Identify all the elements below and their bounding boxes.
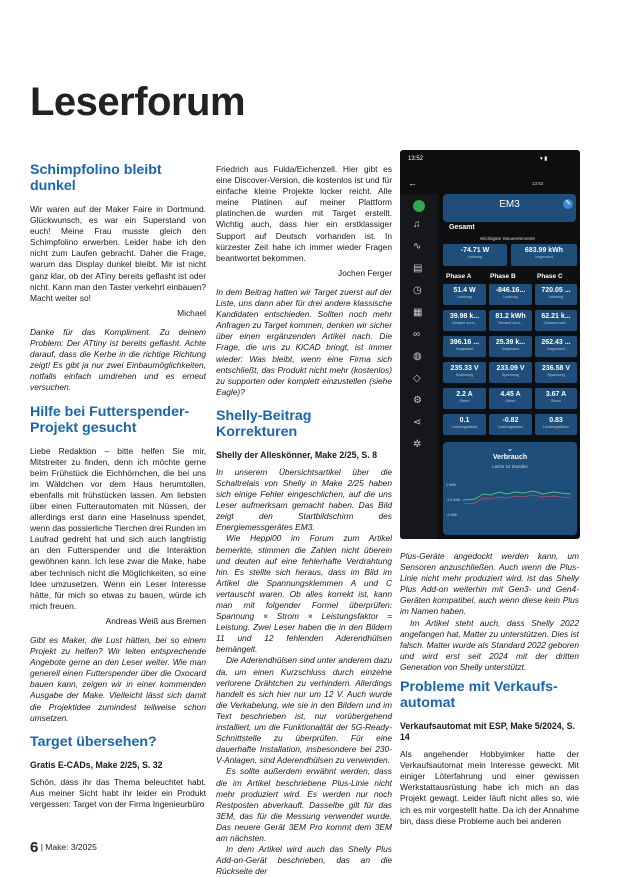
- consumption-line: [463, 491, 571, 500]
- device-name: EM3: [499, 199, 520, 210]
- shelly-para-4: Es sollte außerdem erwähnt werden, dass die im Artikel beschriebene Plus-Linie nicht mehr produziert wird. Es werden nur noch Restposten abverkauft. Dasselbe gilt für das 3EM, das für die Messung verwendet wurde. Das neuere Gerät 3EM Pro kommt dem 3EM am nächsten.: [216, 766, 392, 843]
- value: 4.45 A: [500, 391, 521, 398]
- page-title: Leserforum: [30, 80, 246, 124]
- value-label: Gesamt zurü...: [498, 321, 523, 325]
- total-power-box: [443, 244, 507, 266]
- value-box: [489, 388, 532, 409]
- shelly-para-2: Wie Heppi00 im Forum zum Artikel bemerkte, stimmen die Zahlen nicht überein und deuten auf eine fehlerhafte Verdrahtung hin. Es stellte sich heraus, dass im Bild im Artikel die Spannungsklemmen A und C vertauscht waren. Ob alles korrekt ist, kann man mit folgender Formel überprüfen: Spannung × Strom × Leistungsfaktor = Leistung. Zwei Leser haben die in den Bildern 11 und 12 fehlenden Aderendhülsen bemängelt.: [216, 533, 392, 655]
- inner-status-time: 13:52: [532, 181, 544, 186]
- shelly-para-5: In dem Artikel wird auch das Shelly Plus Add-on-Gerät beschrieben, das an die Rückseite der: [216, 844, 392, 877]
- letter-schimpfolino: Wir waren auf der Maker Faire in Dortmund. Glückwunsch, es war ein Superstand von euch! Meine Frau musste gleich den Schimpfolino erwerben. Leider habe ich den nicht zum Laufen gebracht. Daher die Frage, warum das Display dunkel bleibt. Mir ist nicht ganz klar, ob der ATiny bereits geflasht ist oder nicht. Kann man den Taster verkehrt einbauen? Macht weiter so!: [30, 204, 206, 303]
- consumption-card: [443, 442, 577, 535]
- status-time: 13:52: [408, 156, 424, 162]
- share-icon: ⋖: [413, 417, 422, 428]
- total-energy-value: 683.99 kWh: [524, 247, 564, 254]
- value-box: [489, 336, 532, 357]
- status-icons: ▾ ▮: [540, 156, 548, 162]
- section-subtitle: Wichtigste Steuerelemente: [480, 236, 535, 241]
- value-label: Insgesamt: [455, 347, 474, 351]
- chart-icon: ∿: [413, 241, 422, 252]
- calendar-icon: ▦: [413, 307, 423, 318]
- column-middle: [216, 164, 392, 877]
- value: 2.2 A: [456, 391, 473, 398]
- value: 235.33 V: [450, 365, 479, 372]
- signature-jochen: Jochen Ferger: [338, 267, 392, 278]
- value: 233.09 V: [496, 365, 525, 372]
- value-box: [489, 310, 532, 331]
- value-label: Leistungsfaktor: [497, 425, 524, 429]
- value-box: [443, 284, 486, 305]
- heading-futterspender: Hilfe bei Futterspender-Projekt gesucht: [30, 403, 190, 436]
- bell-icon: ♫: [413, 219, 421, 230]
- letter-target-cont: Friedrich aus Fulda/Eichenzell. Hier gibt es eine Discover-Version, die kostenlos ist und für einfache kleine Projekte locker reicht. Alle meine Platinen auf meiner Plattform platinchen.de wurden mit Target erstellt. Wichtig auch, dass hier ein erstklassiger Support auf Deutsch vorhanden ist. In kürzester Zeit habe ich immer wieder Fragen beantwortet bekommen.: [216, 164, 392, 263]
- value: 236.58 V: [541, 365, 571, 372]
- phase-a-header: Phase A: [446, 273, 472, 280]
- value-label: Strom: [505, 399, 516, 403]
- shelly-para-1: In unserem Übersichtsartikel über die Schaltrelais von Shelly in Make 2/25 haben sich einige Fehler eingeschlichen, auf die uns Leser aufmerksam gemacht haben. Das Bild zeigt den Startbildschirm des Energiemessgerätes EM3.: [216, 466, 392, 533]
- value-box: [443, 414, 486, 435]
- shield-icon: ◇: [413, 373, 421, 384]
- value: 720.05 ...: [541, 287, 571, 294]
- page-footer: [30, 839, 97, 856]
- value: 396.16 ...: [449, 339, 480, 346]
- subheading-shelly: Shelly der Alleskönner, Make 2/25, S. 8: [216, 449, 378, 460]
- value-label: Insgesamt: [547, 347, 565, 351]
- value-label: Leistung: [457, 295, 472, 299]
- value-box: [443, 336, 486, 357]
- column-left: [30, 162, 206, 810]
- subheading-verkaufsautomat: Verkaufsautomat mit ESP, Make 5/2024, S. 14: [400, 721, 575, 743]
- value: 62.21 k...: [541, 313, 571, 320]
- value-label: Spannung: [547, 373, 565, 377]
- value-label: Insgesamt: [501, 347, 520, 351]
- value-label: Leistungsfaktor: [451, 425, 478, 429]
- consumption-title: Verbrauch: [492, 454, 528, 461]
- value-label: Strom: [550, 399, 562, 403]
- value: 262.43 ...: [541, 339, 571, 346]
- total-power-value: -74.71 W: [460, 247, 490, 254]
- value-box: [535, 336, 577, 357]
- section-title: Gesamt: [449, 224, 475, 231]
- reply-futterspender: Gibt es Maker, die Lust hätten, bei so einem Projekt zu helfen? Wir leiten entsprechende Angebote gerne an den Leser weiter. Wie man generell einen Futterspender über die Oxocard bauen kann, zeigen wir in einer kommenden Ausgabe der Make. Vielleicht lässt sich damit die Projektidee zumindest teilweise schon umsetzen.: [30, 635, 206, 723]
- shelly-para-3: Die Aderendhülsen sind unter anderem dazu da, um einen Kurzschluss durch einzelne verlorene Drähtchen zu verhindern. Allerdings handelt es sich hier nur um 12 V. Auch wurde die Verkabelung, wie sie in den Bildern und im Text beschrieben ist, nur vorübergehend installiert, um die Funktionalität der 5G-Ready-Schnittstelle zu überprüfen. Für eine dauerhafte Installation, insbesondere bei 230-V-Anlagen, sind Aderendhülsen zu verwenden.: [216, 655, 392, 766]
- shelly-para-6: Plus-Geräte angedockt werden kann, um Sensoren anzuschließen. Auch wenn die Plus-Linie nicht mehr produziert wird, ist das Shelly Plus Add-on weiterhin mit Gen3- und Gen4-Geräten kompatibel, auch wenn diese kein Plus im Namen haben.: [400, 551, 579, 617]
- value: 0.1: [459, 417, 470, 424]
- heading-shelly: Shelly-Beitrag Korrekturen: [216, 407, 312, 440]
- total-energy-label: Insgesamt: [535, 255, 553, 259]
- consumption-chart: [443, 442, 577, 535]
- app-panel: [440, 194, 577, 539]
- device-header: [443, 194, 576, 222]
- value-label: Leistung: [503, 295, 518, 299]
- value-box: [489, 414, 532, 435]
- heading-verkaufsautomat: Probleme mit Verkaufs-automat: [400, 679, 558, 712]
- value-label: Strom: [459, 399, 470, 403]
- value-label: Leistungsfaktor: [543, 425, 569, 429]
- value-box: [535, 388, 577, 409]
- value-box: [443, 362, 486, 383]
- chevron-down-icon: ⌄: [506, 444, 514, 453]
- letter-target: Schön, dass ihr das Thema beleuchtet habt. Aus meiner Sicht habt ihr leider ein Produkt vergessen: Target von der Firma Ingenieurbüro: [30, 776, 206, 809]
- value: 3.67 A: [545, 391, 567, 398]
- clock-icon: ◷: [413, 285, 422, 296]
- globe-icon: ◍: [413, 351, 422, 362]
- document-icon: ▤: [413, 263, 423, 274]
- settings-icon: ✲: [413, 439, 422, 450]
- column-right: [400, 551, 579, 827]
- letter-futterspender: Liebe Redaktion – bitte helfen Sie mir, Mitstreiter zu finden, denn ich möchte gerne beim Frühstück die Eichhörnchen, die bei uns im Wäldchen vor dem Haus herumtollen, ebenfalls mit frühstücken lassen. Am liebsten über einen Futterautomaten mit Nüssen, der allerdings erst dann eine Haselnuss spendet, wenn das possierliche Tierchen drei Runden im Laufrad gedreht hat und sich auch langfristig an den Futterspender und die Interaktion gewöhnen kann. Ich lese zwar die Make, habe aber technisch nicht die Möglichkeiten, so eine Idee umzusetzen. Wenn ein Leser Interesse hätte, für mich so etwas zu bauen, würde ich mich freuen.: [30, 445, 206, 611]
- shelly-app-screenshot: [400, 150, 580, 539]
- value-box: [535, 362, 577, 383]
- value-box: [489, 362, 532, 383]
- value-box: [489, 284, 532, 305]
- issue-label: | Make: 3/2025: [40, 842, 97, 852]
- phase-c-header: Phase C: [537, 273, 563, 280]
- consumption-subtitle: Letzte 24 Stunden: [492, 464, 528, 469]
- heading-schimpfolino: Schimpfolino bleibt dunkel: [30, 162, 162, 194]
- value-label: Spannung: [501, 373, 520, 377]
- value: 81.2 kWh: [495, 313, 526, 320]
- value: 25.39 k...: [495, 339, 526, 346]
- value: 0.83: [549, 417, 563, 424]
- app-sidebar: [400, 194, 438, 539]
- reply-schimpfolino: Danke für das Kompliment. Zu deinem Problem: Der ATtiny ist bereits geflasht. Achte darauf, dass die Kerbe in die richtige Richtung zeigt! Es gibt ja nur zwei Einbaumöglichkeiten, notfalls einfach umdrehen und es erneut versuchen.: [30, 326, 206, 393]
- value-label: Gesamt zurü...: [543, 321, 569, 325]
- link-icon: ∞: [413, 329, 421, 340]
- value-box: [535, 310, 577, 331]
- value-label: Leistung: [548, 295, 564, 299]
- signature-michael: Michael: [177, 307, 206, 318]
- value-label: Gesamt zurü...: [452, 321, 477, 325]
- signature-andreas: Andreas Weiß aus Bremen: [105, 615, 206, 626]
- ytick: -1.5 kWh: [446, 498, 461, 502]
- value: 39.98 k...: [449, 313, 480, 320]
- letter-verkaufsautomat: Als angehender Hobbyimker hatte der Verkaufsautomat mein Interesse geweckt. Mit einiger Löterfahrung und einer gewissen Werkstattausrüstung habe ich mich an das Projekt gewagt. Leider läuft nicht alles so, wie ich es mir vorgestellt hatte. Da ich der Annahme bin, dass diese Probleme auch bei anderen: [400, 749, 579, 826]
- phase-b-header: Phase B: [490, 273, 516, 280]
- total-power-label: Leistung: [467, 255, 483, 259]
- status-dot-icon: [413, 200, 425, 212]
- devices-icon: ⚙: [413, 395, 422, 406]
- page-number: 6: [30, 839, 39, 856]
- ytick: -4 kWh: [446, 513, 458, 517]
- value-label: Spannung: [455, 373, 474, 377]
- value: 51.4 W: [453, 287, 476, 294]
- value-box: [535, 284, 577, 305]
- value: -0.82: [502, 417, 519, 424]
- ytick: 1 kWh: [446, 483, 457, 487]
- total-energy-box: [511, 244, 577, 266]
- reply-target: In dem Beitrag hatten wir Target zuerst auf der Liste, uns dann aber für drei andere klassische Kandidaten entschieden. Sollten noch mehr Anfragen zu Target kommen, denken wir sicher über einen ergänzenden Artikel nach. Die Frage, die uns zu KiCAD bringt, ist immer wieder: Was bleibt, wenn eine Firma sich entschließt, das Produkt nicht mehr (kostenlos) zu supporten oder komplett einzustellen (siehe Eagle)?: [216, 286, 392, 397]
- back-arrow-icon: ←: [408, 178, 417, 188]
- subheading-target: Gratis E-CADs, Make 2/25, S. 32: [30, 759, 163, 770]
- value-box: [535, 414, 577, 435]
- edit-icon: ✎: [563, 199, 573, 209]
- heading-target: Target übersehen?: [30, 733, 157, 750]
- value: -846.16...: [495, 287, 526, 294]
- value-box: [443, 310, 486, 331]
- value-box: [443, 388, 486, 409]
- shelly-para-7: Im Artikel steht auch, dass Shelly 2022 angefangen hat, Matter zu unterstützen. Dies ist falsch. Matter wurde als Standard 2022 geboren und wird erst seit 2024 mit der dritten Generation von Shelly unterstützt.: [400, 617, 579, 672]
